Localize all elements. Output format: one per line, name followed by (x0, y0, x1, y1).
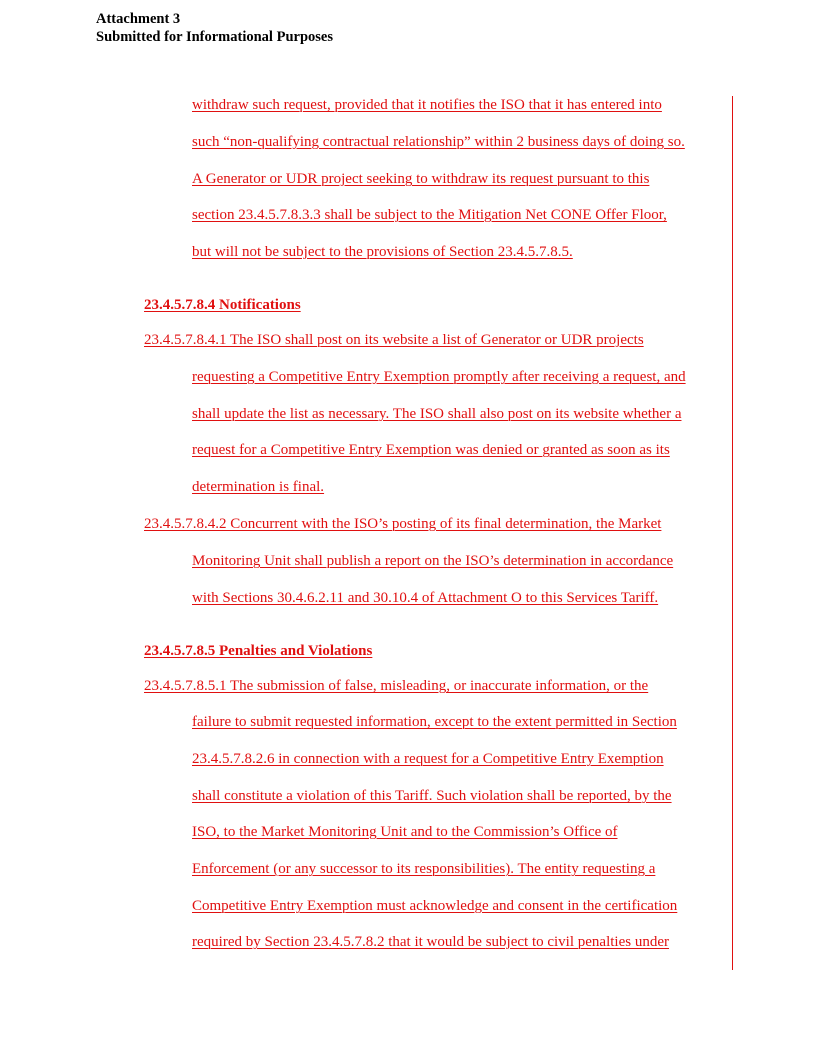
page-header (96, 10, 333, 46)
notification-1-line-2: requesting a Competitive Entry Exemption promptly after receiving a request, and (192, 369, 686, 385)
revision-change-bar (732, 96, 733, 970)
notification-1-line-4: request for a Competitive Entry Exemption was denied or granted as soon as its (192, 442, 670, 458)
notification-2-line-3: with Sections 30.4.6.2.11 and 30.10.4 of Attachment O to this Services Tariff. (192, 590, 659, 606)
submission-note: Submitted for Informational Purposes (96, 29, 333, 45)
attachment-label: Attachment 3 (96, 11, 181, 27)
penalty-1-line-1: 23.4.5.7.8.5.1 The submission of false, misleading, or inaccurate information, or the (144, 678, 649, 694)
penalty-1-line-6: Enforcement (or any successor to its responsibilities). The entity requesting a (192, 861, 656, 877)
penalty-1-line-2: failure to submit requested information, except to the extent permitted in Section (192, 714, 677, 730)
notification-1-line-1: 23.4.5.7.8.4.1 The ISO shall post on its website a list of Generator or UDR projects (144, 332, 644, 348)
penalties-heading: 23.4.5.7.8.5 Penalties and Violations (144, 643, 373, 659)
penalty-1-line-5: ISO, to the Market Monitoring Unit and to the Commission’s Office of (192, 824, 618, 840)
penalty-1-line-4: shall constitute a violation of this Tariff. Such violation shall be reported, by the (192, 788, 672, 804)
continuation-line-1: withdraw such request, provided that it notifies the ISO that it has entered into (192, 97, 662, 113)
penalty-1-line-8: required by Section 23.4.5.7.8.2 that it would be subject to civil penalties under (192, 934, 669, 950)
penalty-1-line-3: 23.4.5.7.8.2.6 in connection with a request for a Competitive Entry Exemption (192, 751, 664, 767)
notification-1-line-3: shall update the list as necessary. The ISO shall also post on its website whether a (192, 406, 682, 422)
continuation-line-2: such “non-qualifying contractual relationship” within 2 business days of doing so. (192, 134, 685, 150)
notification-2-line-2: Monitoring Unit shall publish a report on the ISO’s determination in accordance (192, 553, 674, 569)
continuation-line-4: section 23.4.5.7.8.3.3 shall be subject to the Mitigation Net CONE Offer Floor, (192, 207, 667, 223)
notifications-heading: 23.4.5.7.8.4 Notifications (144, 297, 301, 313)
notification-2-line-1: 23.4.5.7.8.4.2 Concurrent with the ISO’s posting of its final determination, the Market (144, 516, 662, 532)
continuation-line-3: A Generator or UDR project seeking to withdraw its request pursuant to this (192, 171, 650, 187)
penalty-1-line-7: Competitive Entry Exemption must acknowledge and consent in the certification (192, 898, 678, 914)
notification-1-line-5: determination is final. (192, 479, 325, 495)
continuation-line-5: but will not be subject to the provisions of Section 23.4.5.7.8.5. (192, 244, 573, 260)
